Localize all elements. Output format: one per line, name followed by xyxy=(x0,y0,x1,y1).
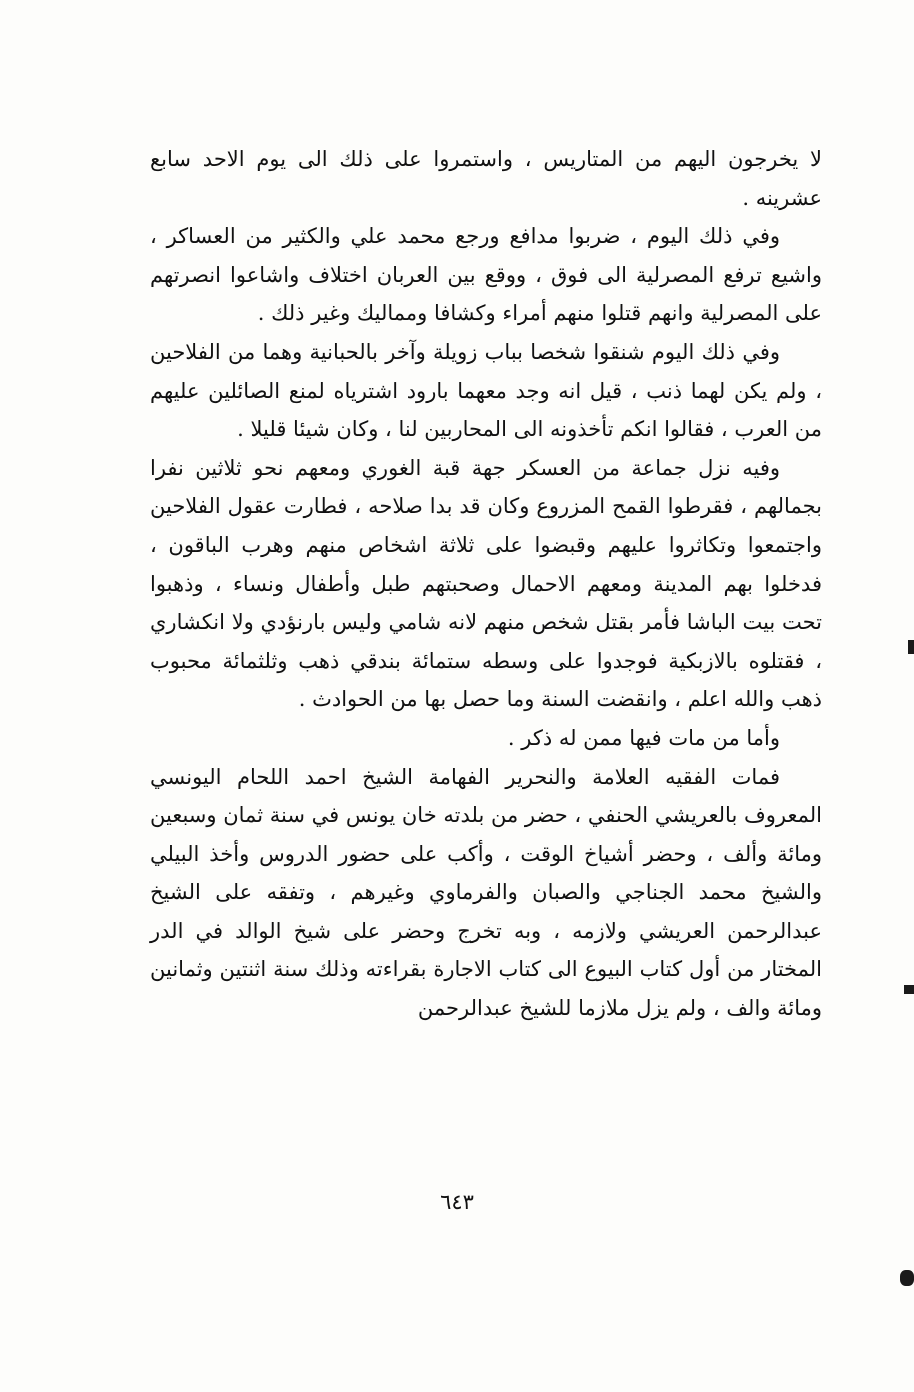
page-number: ٦٤٣ xyxy=(440,1190,474,1214)
paragraph-deaths-heading: وأما من مات فيها ممن له ذكر . xyxy=(507,725,780,750)
paragraph-soldiers-ghouri: وفيه نزل جماعة من العسكر جهة قبة الغوري ومعهم نحو ثلاثين نفرا بجمالهم ، فقرطوا القمح المزروع وكان قد بدا صلاحه ، فطارت عقول الفلاحين واجتمعوا وتكاثروا عليهم وقبضوا على ثلاثة اشخاص منهم وهرب الباقون ، فدخلوا بهم المدينة ومعهم الاحمال وصحبتهم طبل وأطفال ونساء ، وذهبوا تحت بيت الباشا فأمر بقتل شخص منهم لانه شامي وليس بارنؤدي ولا انكشاري ، فقتلوه بالازبكية فوجدوا على وسطه ستمائة بندقي ذهب وثلثمائة محبوب ذهب والله اعلم ، وانقضت السنة وما حصل بها من الحوادث . xyxy=(150,455,822,712)
paragraph-continuation: لا يخرجون اليهم من المتاريس ، واستمروا على ذلك الى يوم الاحد سابع عشرينه . xyxy=(150,147,822,210)
paragraph-cannon-fire: وفي ذلك اليوم ، ضربوا مدافع ورجع محمد علي والكثير من العساكر ، واشيع ترفع المصرلية الى فوق ، ووقع بين العربان اختلاف واشاعوا انصرتهم على المصرلية وانهم قتلوا منهم أمراء وكشافا ومماليك وغير ذلك . xyxy=(150,224,822,326)
page-body-text xyxy=(150,140,822,1028)
paragraph-hanging: وفي ذلك اليوم شنقوا شخصا بباب زويلة وآخر بالحبانية وهما من الفلاحين ، ولم يكن لهما ذنب ، قيل انه وجد معهما بارود اشترياه لمنع الصائلين عليهم من العرب ، فقالوا انكم تأخذونه الى المحاربين لنا ، وكان شيئا قليلا . xyxy=(150,339,822,442)
scan-speck xyxy=(904,985,914,994)
paragraph-sheikh-biography: فمات الفقيه العلامة والنحرير الفهامة الشيخ احمد اللحام اليونسي المعروف بالعريشي الحنفي ، حضر من بلدته خان يونس في سنة ثمان وسبعين ومائة وألف ، وحضر أشياخ الوقت ، وأكب على حضور الدروس وأخذ البيلي والشيخ محمد الجناجي والصبان والفرماوي وغيرهم ، وتفقه على الشيخ عبدالرحمن العريشي ولازمه ، وبه تخرج وحضر على شيخ الوالد في الدر المختار من أول كتاب البيوع الى كتاب الاجارة بقراءته وذلك سنة اثنتين وثمانين ومائة والف ، ولم يزل ملازما للشيخ عبدالرحمن xyxy=(150,764,822,1021)
scan-speck xyxy=(900,1270,914,1286)
scan-speck xyxy=(908,640,914,654)
